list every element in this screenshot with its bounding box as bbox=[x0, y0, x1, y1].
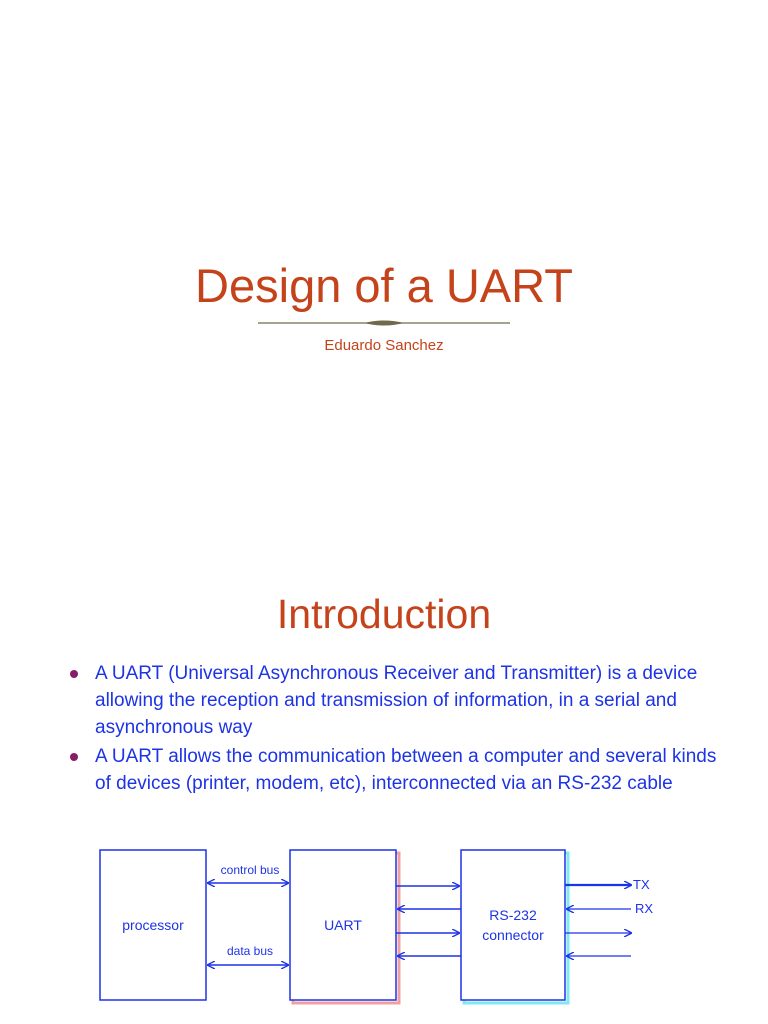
bullet-item bbox=[66, 660, 726, 741]
rx-label: RX bbox=[635, 901, 654, 916]
bullet-dot-icon bbox=[70, 670, 78, 678]
bullet-item bbox=[66, 743, 726, 797]
presentation-title: Design of a UART bbox=[195, 259, 573, 312]
author-name: Eduardo Sanchez bbox=[324, 337, 444, 354]
processor-label: processor bbox=[122, 917, 184, 933]
bullet-text: A UART allows the communication between a computer and several kinds of devices (printer, modem, etc), interconnected via an RS-232 cable bbox=[95, 746, 717, 794]
bullet-dot-icon bbox=[70, 753, 78, 761]
control-bus-label: control bus bbox=[220, 863, 280, 877]
rs232-label: RS-232 bbox=[489, 907, 537, 923]
bullet-text: A UART (Universal Asynchronous Receiver and Transmitter) is a device allowing the reception and transmission of information, in a serial and asynchronous way bbox=[95, 663, 698, 738]
tx-label: TX bbox=[633, 877, 650, 892]
uart-block-diagram bbox=[96, 844, 672, 1014]
bullet-list bbox=[66, 660, 726, 799]
data-bus-label: data bus bbox=[226, 944, 274, 958]
connector-label: connector bbox=[482, 927, 544, 943]
title-divider bbox=[256, 316, 512, 330]
uart-label: UART bbox=[324, 917, 362, 933]
intro-title: Introduction bbox=[276, 591, 492, 637]
rs232-connector-block bbox=[461, 850, 565, 1000]
introduction-slide bbox=[0, 512, 768, 1024]
